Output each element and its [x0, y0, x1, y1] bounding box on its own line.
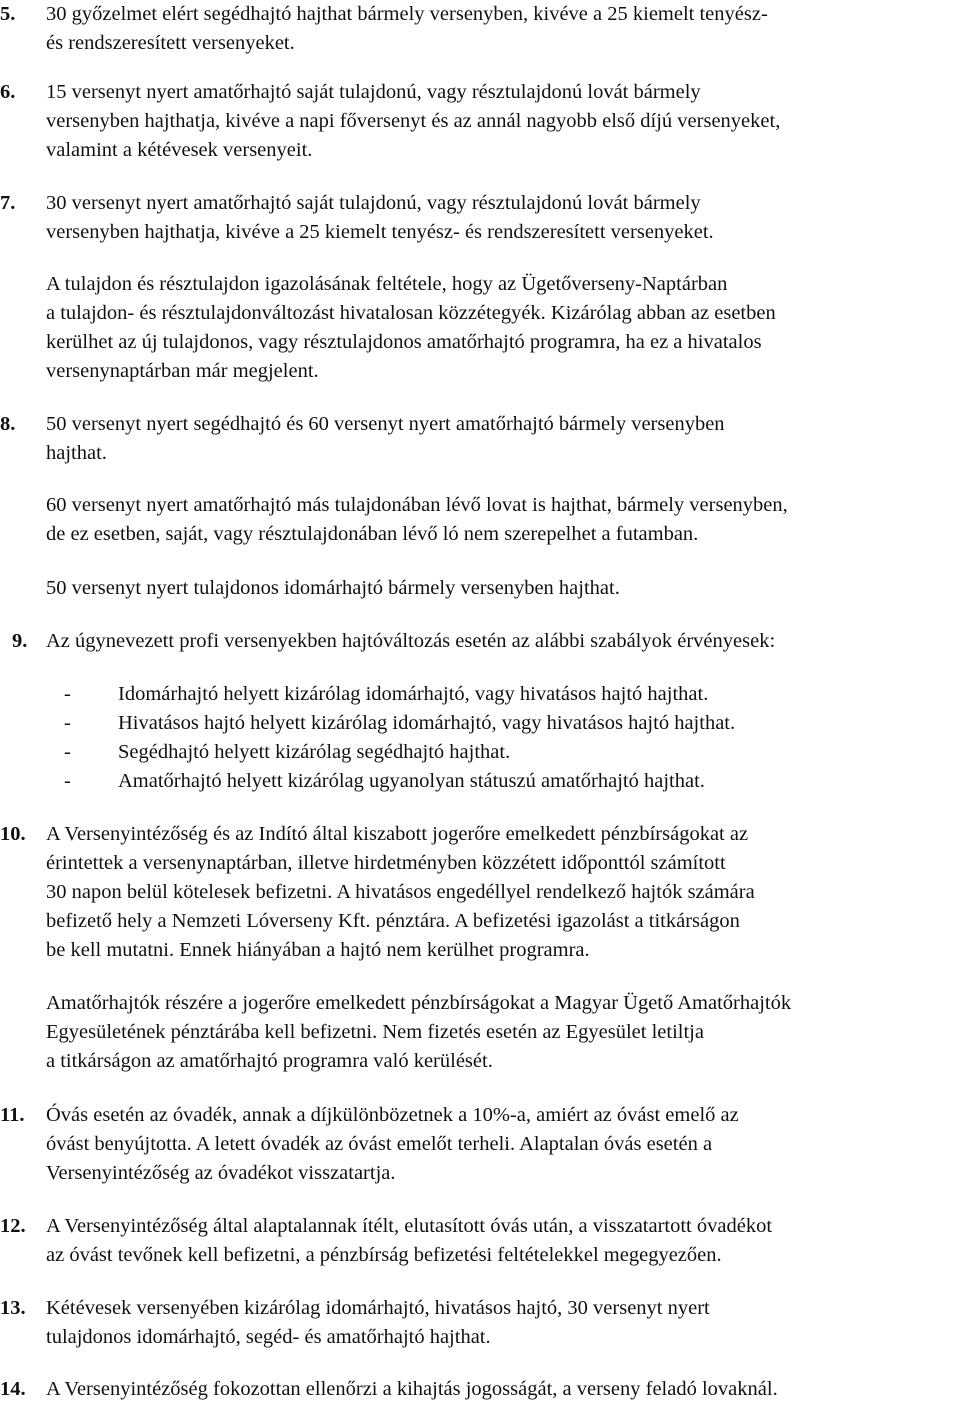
list-dash: -: [64, 683, 71, 705]
item-6-line-2: versenyben hajthatja, kivéve a napi főversenyt és az annál nagyobb első díjú versenyeket,: [46, 110, 781, 132]
list-item-1: Idomárhajtó helyett kizárólag idomárhajtó, vagy hivatásos hajtó hajthat.: [118, 683, 709, 705]
item-number-7: 7.: [0, 192, 16, 214]
item-5-line-1: 30 győzelmet elért segédhajtó hajthat bármely versenyben, kivéve a 25 kiemelt tenyész-: [46, 3, 768, 25]
item-number-6: 6.: [0, 81, 16, 103]
para-amateur-line-1: Amatőrhajtók részére a jogerőre emelkedett pénzbírságokat a Magyar Ügető Amatőrhajtók: [46, 992, 792, 1014]
item-number-9: 9.: [12, 630, 28, 652]
para-ownership-line-1: A tulajdon és résztulajdon igazolásának feltétele, hogy az Ügetőverseny-Naptárban: [46, 273, 728, 295]
item-9-line-1: Az úgynevezett profi versenyekben hajtóváltozás esetén az alábbi szabályok érvényesek:: [46, 630, 776, 652]
para-amateur-line-2: Egyesületének pénztárába kell befizetni. Nem fizetés esetén az Egyesület letiltja: [46, 1021, 704, 1043]
item-10-line-5: be kell mutatni. Ennek hiányában a hajtó nem kerülhet programra.: [46, 939, 590, 961]
item-10-line-4: befizető hely a Nemzeti Lóverseny Kft. pénztára. A befizetési igazolást a titkárságon: [46, 910, 740, 932]
para-ownership-line-4: versenynaptárban már megjelent.: [46, 360, 319, 382]
list-item-2: Hivatásos hajtó helyett kizárólag idomárhajtó, vagy hivatásos hajtó hajthat.: [118, 712, 736, 734]
list-dash: -: [64, 741, 71, 763]
item-number-8: 8.: [0, 413, 16, 435]
para-60-line-2: de ez esetben, saját, vagy résztulajdonában lévő ló nem szerepelhet a futamban.: [46, 523, 699, 545]
para-50-line-1: 50 versenyt nyert tulajdonos idomárhajtó bármely versenyben hajthat.: [46, 577, 620, 599]
item-11-line-1: Óvás esetén az óvadék, annak a díjkülönbözetnek a 10%-a, amiért az óvást emelő az: [46, 1104, 739, 1126]
item-6-line-3: valamint a kétévesek versenyeit.: [46, 139, 313, 161]
item-5-line-2: és rendszeresített versenyeket.: [46, 32, 295, 54]
item-13-line-2: tulajdonos idomárhajtó, segéd- és amatőrhajtó hajthat.: [46, 1326, 491, 1348]
list-dash: -: [64, 712, 71, 734]
item-8-line-2: hajthat.: [46, 442, 107, 464]
item-12-line-2: az óvást tevőnek kell befizetni, a pénzbírság befizetési feltételekkel megegyezően.: [46, 1244, 722, 1266]
item-13-line-1: Kétévesek versenyében kizárólag idomárhajtó, hivatásos hajtó, 30 versenyt nyert: [46, 1297, 710, 1319]
item-10-line-2: érintettek a versenynaptárban, illetve hirdetményben közzétett időponttól számított: [46, 852, 726, 874]
item-number-12: 12.: [0, 1215, 26, 1237]
para-amateur-line-3: a titkárságon az amatőrhajtó programra való kerülését.: [46, 1050, 493, 1072]
item-number-14: 14.: [0, 1378, 26, 1400]
item-8-line-1: 50 versenyt nyert segédhajtó és 60 versenyt nyert amatőrhajtó bármely versenyben: [46, 413, 725, 435]
para-60-line-1: 60 versenyt nyert amatőrhajtó más tulajdonában lévő lovat is hajthat, bármely versenyben,: [46, 494, 788, 516]
item-number-13: 13.: [0, 1297, 26, 1319]
item-7-line-2: versenyben hajthatja, kivéve a 25 kiemelt tenyész- és rendszeresített versenyeket.: [46, 221, 714, 243]
list-item-4: Amatőrhajtó helyett kizárólag ugyanolyan státuszú amatőrhajtó hajthat.: [118, 770, 705, 792]
item-14-line-1: A Versenyintézőség fokozottan ellenőrzi a kihajtás jogosságát, a verseny feladó lovaknál.: [46, 1378, 778, 1400]
item-10-line-3: 30 napon belül kötelesek befizetni. A hivatásos engedéllyel rendelkező hajtók számára: [46, 881, 755, 903]
item-11-line-3: Versenyintézőség az óvadékot visszatartja.: [46, 1162, 396, 1184]
list-dash: -: [64, 770, 71, 792]
item-12-line-1: A Versenyintézőség által alaptalannak ítélt, elutasított óvás után, a visszatartott óvadékot: [46, 1215, 773, 1237]
item-6-line-1: 15 versenyt nyert amatőrhajtó saját tulajdonú, vagy résztulajdonú lovát bármely: [46, 81, 701, 103]
item-number-10: 10.: [0, 823, 26, 845]
item-number-5: 5.: [0, 3, 16, 25]
item-7-line-1: 30 versenyt nyert amatőrhajtó saját tulajdonú, vagy résztulajdonú lovát bármely: [46, 192, 701, 214]
para-ownership-line-2: a tulajdon- és résztulajdonváltozást hivatalosan közzétegyék. Kizárólag abban az esetben: [46, 302, 776, 324]
list-item-3: Segédhajtó helyett kizárólag segédhajtó hajthat.: [118, 741, 511, 763]
para-ownership-line-3: kerülhet az új tulajdonos, vagy résztulajdonos amatőrhajtó programra, ha ez a hivatalos: [46, 331, 762, 353]
item-11-line-2: óvást benyújtotta. A letett óvadék az óvást emelőt terheli. Alaptalan óvás esetén a: [46, 1133, 713, 1155]
item-number-11: 11.: [0, 1104, 25, 1126]
item-10-line-1: A Versenyintézőség és az Indító által kiszabott jogerőre emelkedett pénzbírságokat az: [46, 823, 749, 845]
